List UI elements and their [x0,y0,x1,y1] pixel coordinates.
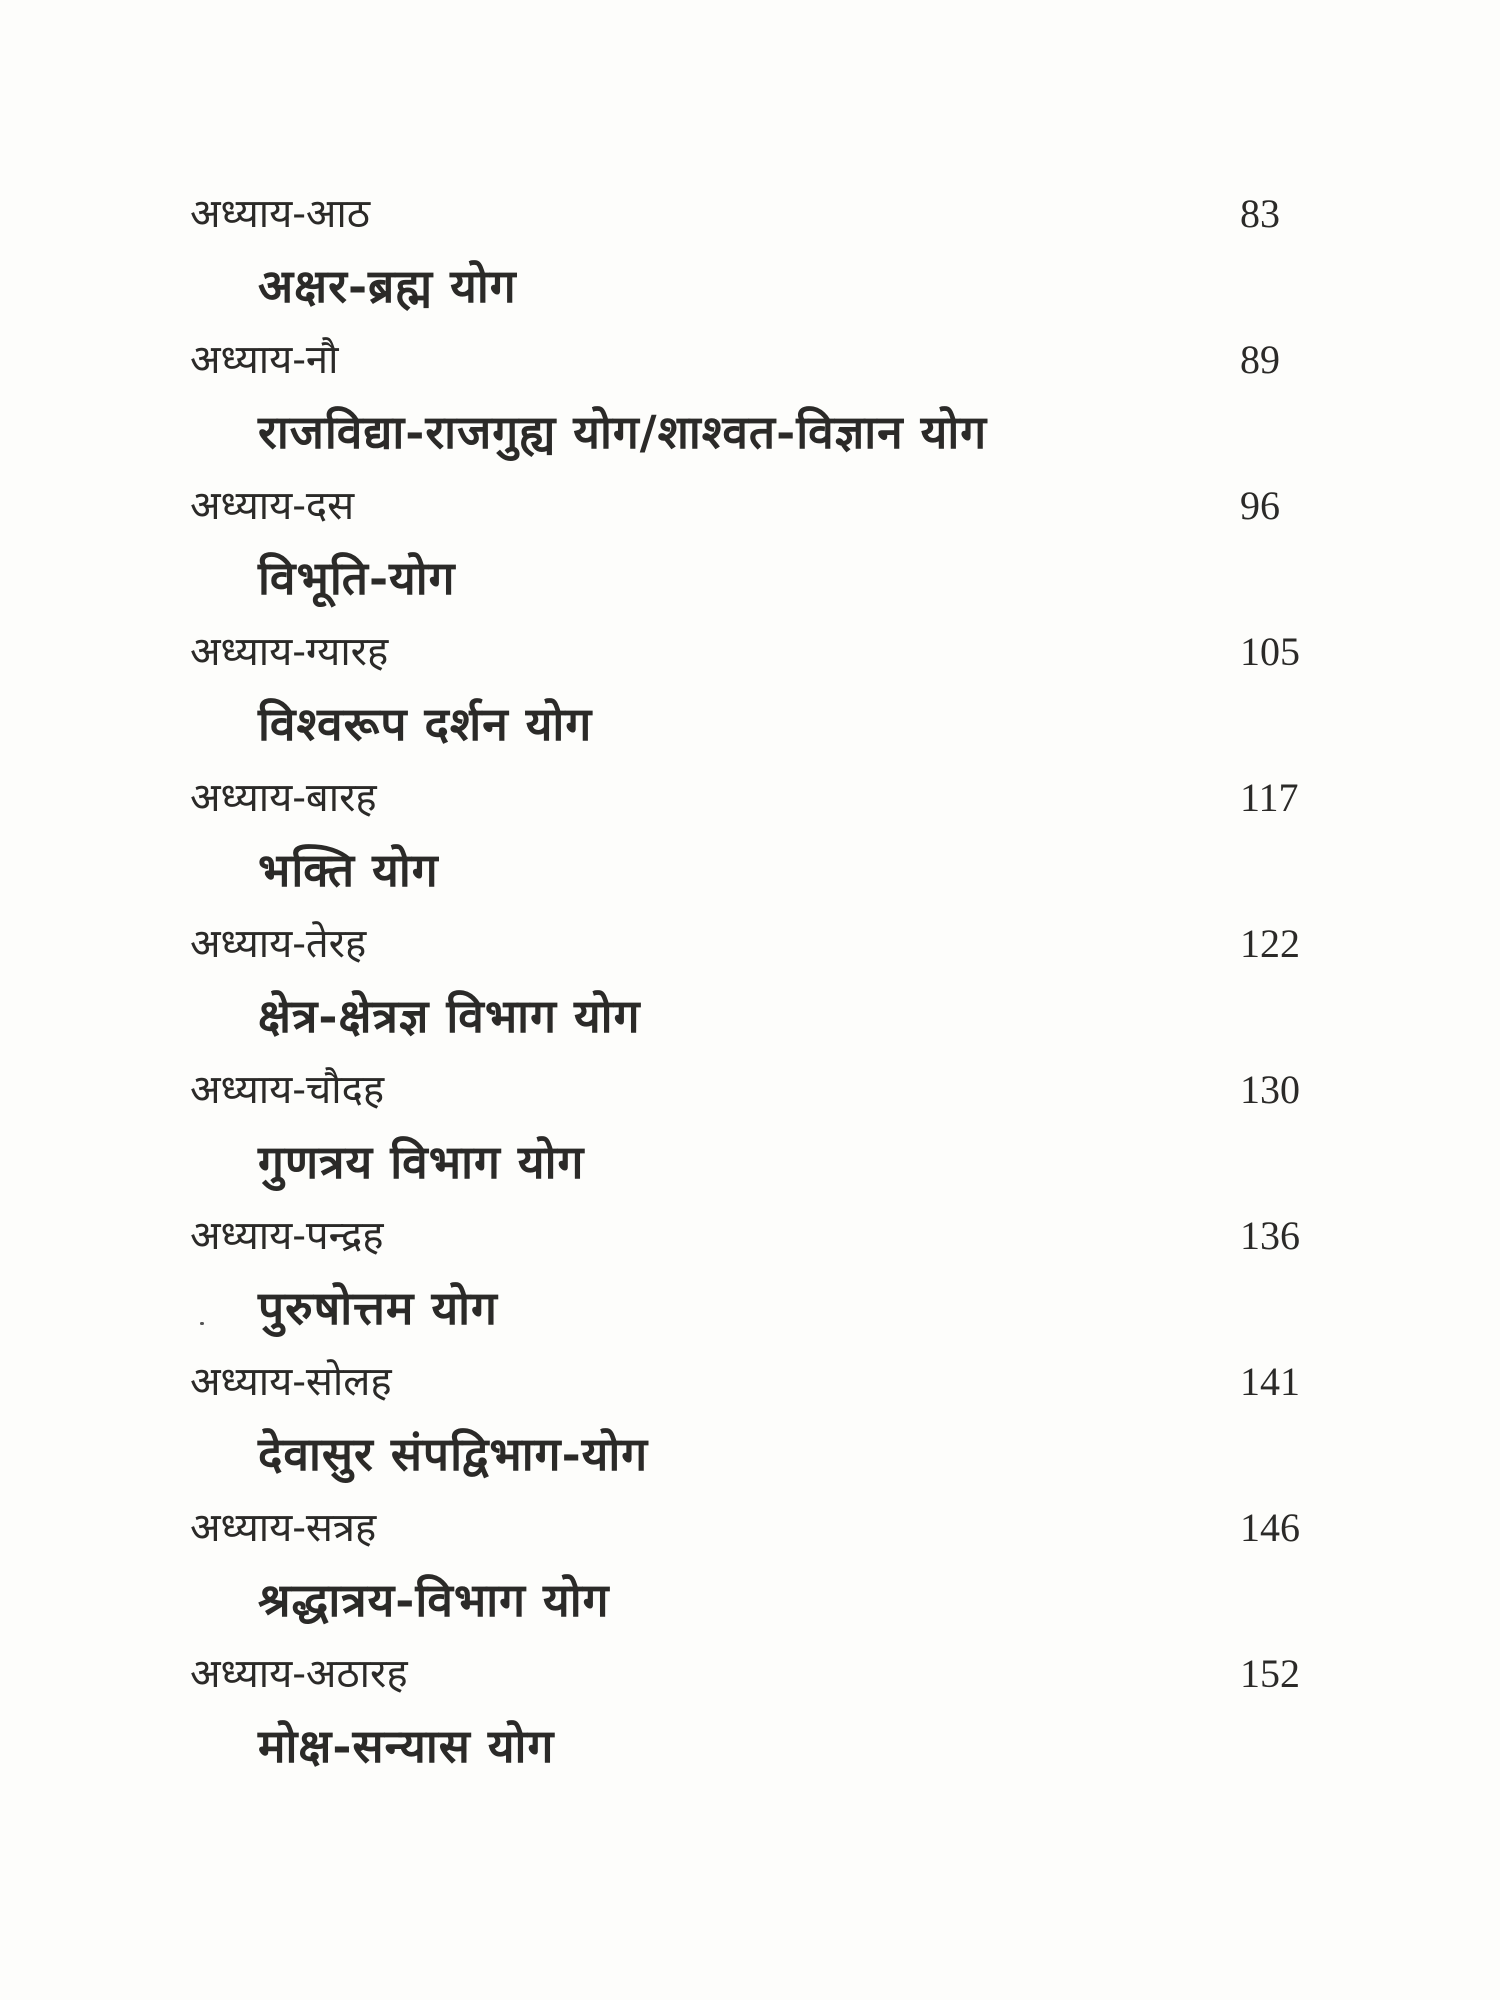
chapter-title: भक्ति योग [258,843,439,897]
chapter-title: राजविद्या-राजगुह्य योग/शाश्वत-विज्ञान योग [258,405,988,459]
toc-entry-13 [190,915,1320,1061]
chapter-title: देवासुर संपद्विभाग-योग [258,1427,649,1481]
page-number: 146 [1240,1505,1300,1550]
chapter-row [190,1499,1320,1557]
page-number: 130 [1240,1067,1300,1112]
toc-entry-11 [190,623,1320,769]
chapter-label: अध्याय-पन्द्रह [190,1213,384,1259]
chapter-label: अध्याय-आठ [190,191,370,237]
toc-entry-15 [190,1207,1320,1353]
chapter-title: क्षेत्र-क्षेत्रज्ञ विभाग योग [258,989,641,1043]
page-number: 122 [1240,921,1300,966]
chapter-label: अध्याय-सोलह [190,1359,392,1405]
chapter-label: अध्याय-सत्रह [190,1505,377,1551]
chapter-row [190,477,1320,535]
page-number: 96 [1240,483,1280,528]
toc-entry-14 [190,1061,1320,1207]
page-number: 136 [1240,1213,1300,1258]
chapter-title: अक्षर-ब्रह्म योग [258,259,517,313]
chapter-label: अध्याय-दस [190,483,355,529]
toc-entry-8 [190,185,1320,331]
toc-entry-10 [190,477,1320,623]
page-number: 83 [1240,191,1280,236]
chapter-title: श्रद्धात्रय-विभाग योग [258,1573,610,1627]
chapter-title: विभूति-योग [258,551,456,605]
chapter-label: अध्याय-बारह [190,775,377,821]
page-number: 117 [1240,775,1299,820]
page-number: 89 [1240,337,1280,382]
toc-entry-18 [190,1645,1320,1791]
chapter-label: अध्याय-चौदह [190,1067,385,1113]
chapter-title: विश्वरूप दर्शन योग [258,697,593,751]
page-number: 152 [1240,1651,1300,1696]
chapter-title: पुरुषोत्तम योग [258,1281,498,1335]
page-number: 141 [1240,1359,1300,1404]
chapter-row [190,1353,1320,1411]
toc-entry-17 [190,1499,1320,1645]
chapter-label: अध्याय-अठारह [190,1651,408,1697]
chapter-row [190,915,1320,973]
scan-speck [200,1322,204,1325]
chapter-label: अध्याय-तेरह [190,921,367,967]
chapter-row [190,1207,1320,1265]
chapter-label: अध्याय-नौ [190,337,339,383]
chapter-label: अध्याय-ग्यारह [190,629,389,675]
chapter-row [190,1645,1320,1703]
chapter-row [190,185,1320,243]
chapter-row [190,331,1320,389]
table-of-contents [190,185,1320,1791]
chapter-row [190,769,1320,827]
toc-entry-16 [190,1353,1320,1499]
toc-entry-9 [190,331,1320,477]
chapter-title: मोक्ष-सन्यास योग [258,1719,555,1773]
chapter-row [190,623,1320,681]
chapter-row [190,1061,1320,1119]
page-number: 105 [1240,629,1300,674]
chapter-title: गुणत्रय विभाग योग [258,1135,585,1189]
toc-entry-12 [190,769,1320,915]
